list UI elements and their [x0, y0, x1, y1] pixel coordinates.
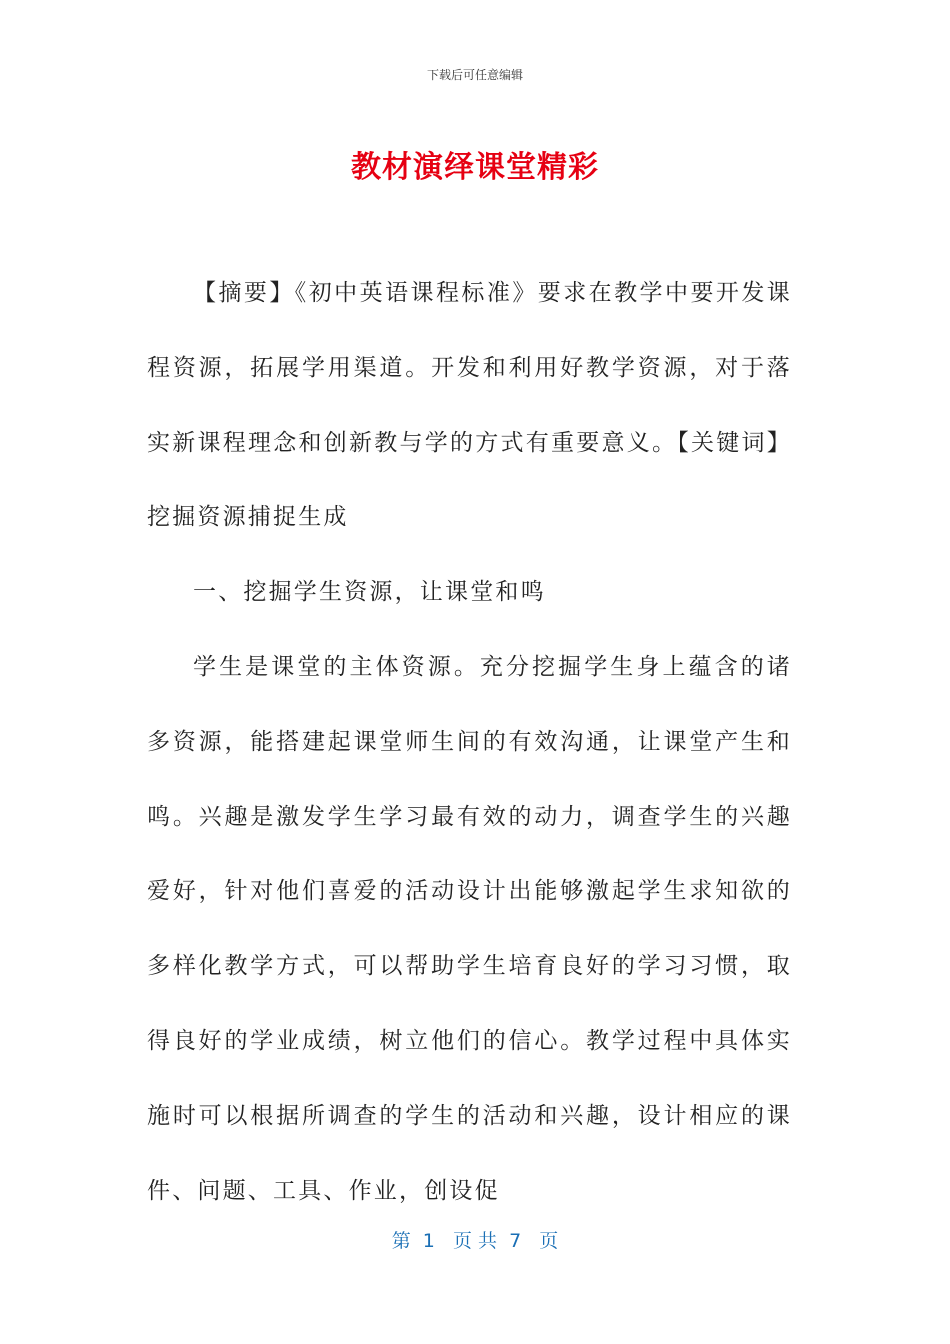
page-header-note: 下载后可任意编辑: [426, 68, 523, 82]
abstract-paragraph: 【摘要】《初中英语课程标准》要求在教学中要开发课程资源，拓展学用渠道。开发和利用好教学资源，对于落实新课程理念和创新教与学的方式有重要意义。【关键词】挖掘资源捕捉生成: [147, 280, 792, 531]
page-number-footer: 第 1 页 共 7 页: [391, 1230, 559, 1252]
document-title: 教材演绎课堂精彩: [351, 150, 599, 185]
section-heading: 一、挖掘学生资源，让课堂和鸣: [193, 579, 546, 606]
body-paragraph: 学生是课堂的主体资源。充分挖掘学生身上蕴含的诸多资源，能搭建起课堂师生间的有效沟通，让课堂产生和鸣。兴趣是激发学生学习最有效的动力，调查学生的兴趣爱好，针对他们喜爱的活动设计出能够激起学生求知欲的多样化教学方式，可以帮助学生培育良好的学习习惯，取得良好的学业成绩，树立他们的信心。教学过程中具体实施时可以根据所调查的学生的活动和兴趣，设计相应的课件、问题、工具、作业，创设促: [147, 653, 792, 1204]
document-body: [147, 256, 792, 1228]
